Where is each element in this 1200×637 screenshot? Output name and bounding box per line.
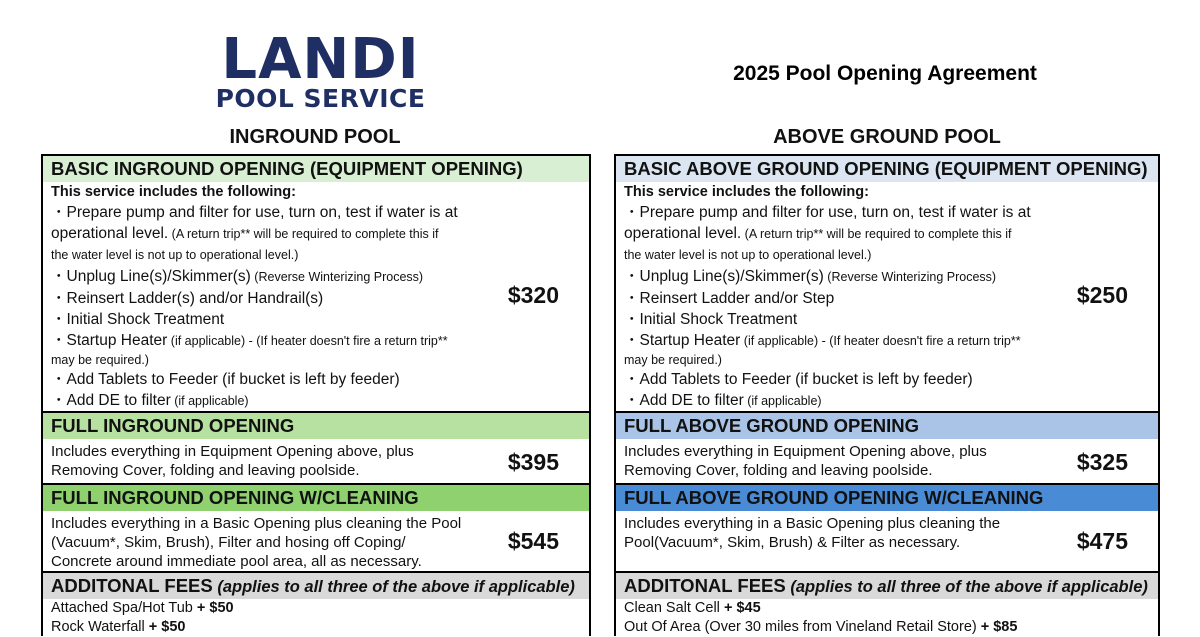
inground-basic-item: ・Unplug Line(s)/Skimmer(s) (Reverse Winterizing Process) xyxy=(51,268,424,285)
inground-basic-intro: This service includes the following: xyxy=(51,184,296,200)
above-basic-item: may be required.) xyxy=(624,353,722,367)
inground-full-desc: Removing Cover, folding and leaving poolside. xyxy=(51,462,360,479)
above-full-desc: Includes everything in Equipment Opening above, plus xyxy=(624,443,987,460)
document-title: 2025 Pool Opening Agreement xyxy=(733,62,1037,85)
above-ground-column xyxy=(614,154,1160,636)
inground-cleaning-desc: Concrete around immediate pool area, all as necessary. xyxy=(51,553,422,570)
inground-basic-section xyxy=(43,156,589,413)
inground-cleaning-desc: (Vacuum*, Skim, Brush), Filter and hosing off Coping/ xyxy=(51,534,406,551)
above-basic-title: BASIC ABOVE GROUND OPENING (EQUIPMENT OPENING) xyxy=(616,156,1158,182)
above-basic-item: ・Prepare pump and filter for use, turn on, test if water is at xyxy=(624,204,1031,221)
above-basic-item: the water level is not up to operational level.) xyxy=(624,248,872,262)
above-fees-section xyxy=(616,573,1158,637)
inground-cleaning-price: $545 xyxy=(507,528,559,554)
inground-full-desc: Includes everything in Equipment Opening above, plus xyxy=(51,443,414,460)
above-cleaning-title: FULL ABOVE GROUND OPENING W/CLEANING xyxy=(616,485,1158,511)
inground-basic-item: operational level. (A return trip** will be required to complete this if xyxy=(51,225,439,242)
logo-subtitle: POOL SERVICE xyxy=(215,84,426,113)
inground-full-section xyxy=(43,413,589,485)
above-basic-item: ・Startup Heater (if applicable) - (If heater doesn't fire a return trip** xyxy=(624,332,1021,349)
company-logo xyxy=(188,27,453,113)
inground-cleaning-title: FULL INGROUND OPENING W/CLEANING xyxy=(43,485,589,511)
inground-basic-item: ・Reinsert Ladder(s) and/or Handrail(s) xyxy=(51,290,324,307)
inground-basic-item: ・Add Tablets to Feeder (if bucket is left by feeder) xyxy=(51,371,400,388)
above-cleaning-section xyxy=(616,485,1158,573)
inground-fees-section xyxy=(43,573,589,637)
above-full-desc: Removing Cover, folding and leaving poolside. xyxy=(624,462,933,479)
inground-heading: INGROUND POOL xyxy=(229,126,401,148)
inground-fee-waterfall: Rock Waterfall + $50 xyxy=(51,619,186,635)
inground-basic-item: ・Prepare pump and filter for use, turn on, test if water is at xyxy=(51,204,458,221)
inground-basic-item: ・Startup Heater (if applicable) - (If heater doesn't fire a return trip** xyxy=(51,332,448,349)
above-ground-heading: ABOVE GROUND POOL xyxy=(773,126,1001,148)
above-basic-item: ・Add Tablets to Feeder (if bucket is left by feeder) xyxy=(624,371,973,388)
above-basic-intro: This service includes the following: xyxy=(624,184,869,200)
inground-basic-item: ・Add DE to filter (if applicable) xyxy=(51,392,249,409)
above-fee-out-of-area: Out Of Area (Over 30 miles from Vineland Retail Store) + $85 xyxy=(624,619,1018,635)
inground-basic-item: may be required.) xyxy=(51,353,149,367)
inground-basic-item: ・Initial Shock Treatment xyxy=(51,311,225,328)
inground-column xyxy=(41,154,591,636)
above-cleaning-desc: Pool(Vacuum*, Skim, Brush) & Filter as necessary. xyxy=(624,534,961,551)
inground-full-price: $395 xyxy=(507,449,559,475)
above-fee-salt-cell: Clean Salt Cell + $45 xyxy=(624,600,761,616)
above-basic-item: ・Initial Shock Treatment xyxy=(624,311,798,328)
above-basic-item: ・Unplug Line(s)/Skimmer(s) (Reverse Winterizing Process) xyxy=(624,268,997,285)
above-full-section xyxy=(616,413,1158,485)
above-basic-section xyxy=(616,156,1158,413)
inground-cleaning-desc: Includes everything in a Basic Opening plus cleaning the Pool xyxy=(51,515,462,532)
above-basic-item: ・Reinsert Ladder and/or Step xyxy=(624,290,835,307)
above-full-title: FULL ABOVE GROUND OPENING xyxy=(616,413,1158,439)
above-cleaning-price: $475 xyxy=(1076,528,1128,554)
inground-cleaning-section xyxy=(43,485,589,573)
inground-basic-item: the water level is not up to operational level.) xyxy=(51,248,299,262)
above-cleaning-desc: Includes everything in a Basic Opening plus cleaning the xyxy=(624,515,1001,532)
above-basic-item: ・Add DE to filter (if applicable) xyxy=(624,392,822,409)
above-basic-item: operational level. (A return trip** will be required to complete this if xyxy=(624,225,1012,242)
logo-wordmark: LANDI xyxy=(221,27,420,92)
above-basic-price: $250 xyxy=(1076,282,1128,308)
inground-basic-price: $320 xyxy=(507,282,559,308)
above-full-price: $325 xyxy=(1076,449,1128,475)
above-fees-title: ADDITONAL FEES (applies to all three of the above if applicable) xyxy=(616,573,1158,599)
inground-basic-title: BASIC INGROUND OPENING (EQUIPMENT OPENING) xyxy=(43,156,589,182)
inground-fee-spa: Attached Spa/Hot Tub + $50 xyxy=(51,600,234,616)
inground-fees-title: ADDITONAL FEES (applies to all three of the above if applicable) xyxy=(43,573,589,599)
inground-full-title: FULL INGROUND OPENING xyxy=(43,413,589,439)
